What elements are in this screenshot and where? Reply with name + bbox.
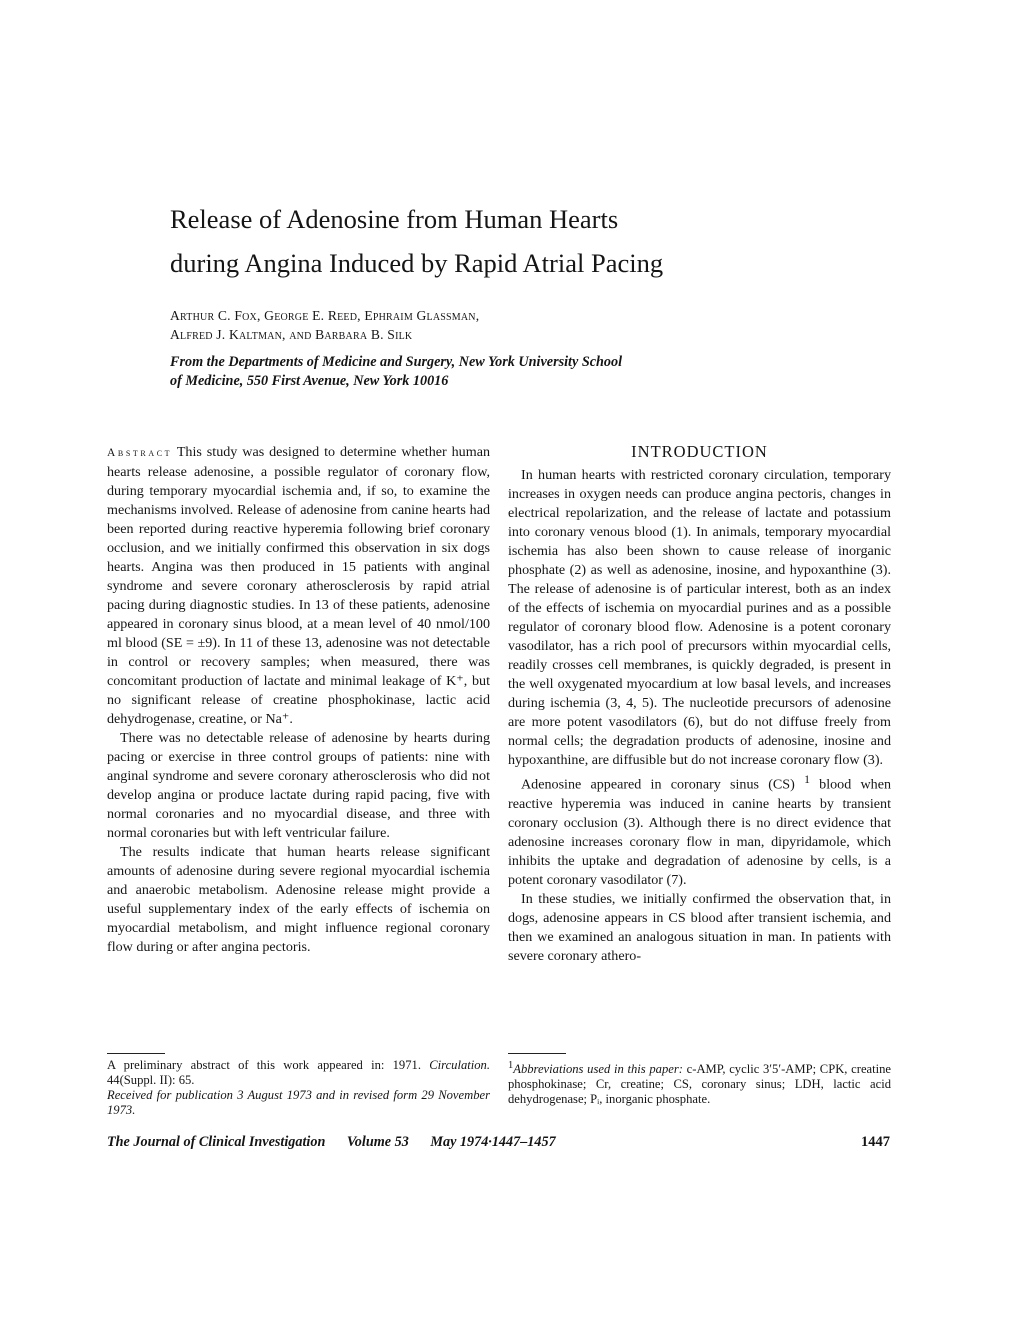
page-number: 1447 [861, 1134, 890, 1150]
title-line-2: during Angina Induced by Rapid Atrial Pacing [170, 248, 664, 278]
received-note: Received for publication 3 August 1973 and in revised form 29 November 1973. [107, 1088, 490, 1117]
preliminary-note-text: A preliminary abstract of this work appeared in: 1971. [107, 1058, 421, 1072]
intro-paragraph-2 [508, 770, 891, 890]
abstract-paragraph-2: There was no detectable release of adenosine by hearts during pacing or exercise in three control groups of patients: nine with anginal syndrome and severe coronary atherosclerosis who did not develop angina or produce lactate during rapid pacing, five with normal coronaries and no myocardial disease, and three with normal coronaries but with left ventricular failure. [107, 730, 490, 841]
abbreviations-text: c-AMP, cyclic 3′5′-AMP; CPK, creatine phosphokinase; Cr, creatine; CS, coronary sinus; LDH, lactic acid dehydrogenase; Pᵢ, inorganic phosphate. [508, 1062, 892, 1107]
abbreviations-label: Abbreviations used in this paper: [513, 1062, 683, 1077]
abstract-column [107, 443, 490, 957]
abstract-text-1: This study was designed to determine whether human hearts release adenosine, a possible regulator of coronary flow, during temporary myocardial ischemia and, if so, to examine the mechanisms involved. Release of adenosine from canine hearts had been reported during reactive hyperemia following brief coronary occlusion, and we initially confirmed this observation in six dogs hearts. Angina was then produced in 15 patients with anginal syndrome and severe coronary atherosclerosis by rapid atrial pacing during diagnostic studies. In 13 of these patients, adenosine appeared in coronary sinus blood, at a mean level of 40 nmol/100 ml blood (SE = ±9). In 11 of these 13, adenosine was not detectable in control or recovery samples; when measured, there was concomitant production of lactate and minimal leakage of K⁺, but no significant release of creatine phosphokinase, lactic acid dehydrogenase, creatine, or Na⁺. [107, 444, 490, 727]
abbreviations-note [508, 1058, 891, 1107]
abstract-label: Abstract [107, 447, 173, 459]
preliminary-note [107, 1058, 490, 1088]
abbreviations-marker: 1 [508, 1060, 514, 1071]
intro-paragraph-1: In human hearts with restricted coronary circulation, temporary increases in oxygen needs can produce angina pectoris, changes in electrical repolarization, and the release of lactate and potassium into coronary venous blood (1). In animals, temporary myocardial ischemia has also been shown to cause release of inorganic phosphate (2) as well as adenosine, inosine, and hypoxanthine (3). The release of adenosine is of particular interest, both as an index of the effects of ischemia on myocardial purines and as a possible regulator of coronary blood flow. Adenosine is a potent coronary vasodilator, has a rich pool of precursors within myocardial cells, readily crosses cell membranes, is quickly degraded, is present in the well oxygenated myocardium at low basal levels, and increases during ischemia (3, 4, 5). The nucleotide precursors of adenosine are more potent vasodilators (6), but do not diffuse freely from normal cells; the degradation products of adenosine, inosine and hypoxanthine, are diffusible but do not increase coronary flow (3). [508, 467, 891, 768]
authors-line-2: Alfred J. Kaltman, and Barbara B. Silk [170, 327, 413, 342]
title-line-1: Release of Adenosine from Human Hearts [170, 204, 619, 234]
footnote-marker-1: 1 [804, 773, 810, 786]
footnotes-right [508, 1058, 891, 1107]
intro-p2-rest: blood when reactive hyperemia was induced in canine hearts by transient coronary occlusion (3). Although there is no direct evidence that adenosine increases coronary flow in man, dipyridamole, which inhibits the uptake and degradation of adenosine by cells, is a potent coronary vasodilator (7). [508, 776, 891, 888]
intro-p2-start: Adenosine appeared in coronary sinus (CS) [521, 776, 795, 793]
introduction-heading: INTRODUCTION [631, 442, 768, 461]
abstract-paragraph-1 [107, 443, 490, 729]
article-title [170, 197, 810, 285]
footnote-divider-right [508, 1053, 566, 1054]
intro-paragraph-3: In these studies, we initially confirmed the observation that, in dogs, adenosine appears in CS blood after transient ischemia, and then we examined an analogous situation in man. In patients with severe coronary athero- [508, 890, 891, 964]
author-list [170, 306, 810, 344]
running-footer [107, 1133, 890, 1151]
footnote-divider-left [107, 1053, 165, 1054]
abstract-paragraph-3: The results indicate that human hearts release significant amounts of adenosine during severe regional myocardial ischemia and anaerobic metabolism. Adenosine release might provide a useful supplementary index of the early effects of ischemia on myocardial metabolism, and might influence regional coronary flow during or after angina pectoris. [107, 844, 490, 955]
footer-journal: The Journal of Clinical Investigation [107, 1134, 326, 1150]
affiliation-line-1: From the Departments of Medicine and Surgery, New York University School [170, 354, 623, 370]
footer-issue: May 1974·1447–1457 [430, 1134, 556, 1150]
footnotes-left [107, 1058, 490, 1118]
journal-ref-rest: 44(Suppl. II): 65. [107, 1073, 195, 1087]
affiliation-line-2: of Medicine, 550 First Avenue, New York 10016 [170, 373, 449, 389]
affiliation [170, 353, 770, 391]
journal-ref: Circulation. [429, 1058, 491, 1072]
footer-volume: Volume 53 [346, 1134, 409, 1150]
introduction-column [508, 442, 891, 966]
authors-line-1: Arthur C. Fox, George E. Reed, Ephraim Glassman, [170, 308, 480, 323]
